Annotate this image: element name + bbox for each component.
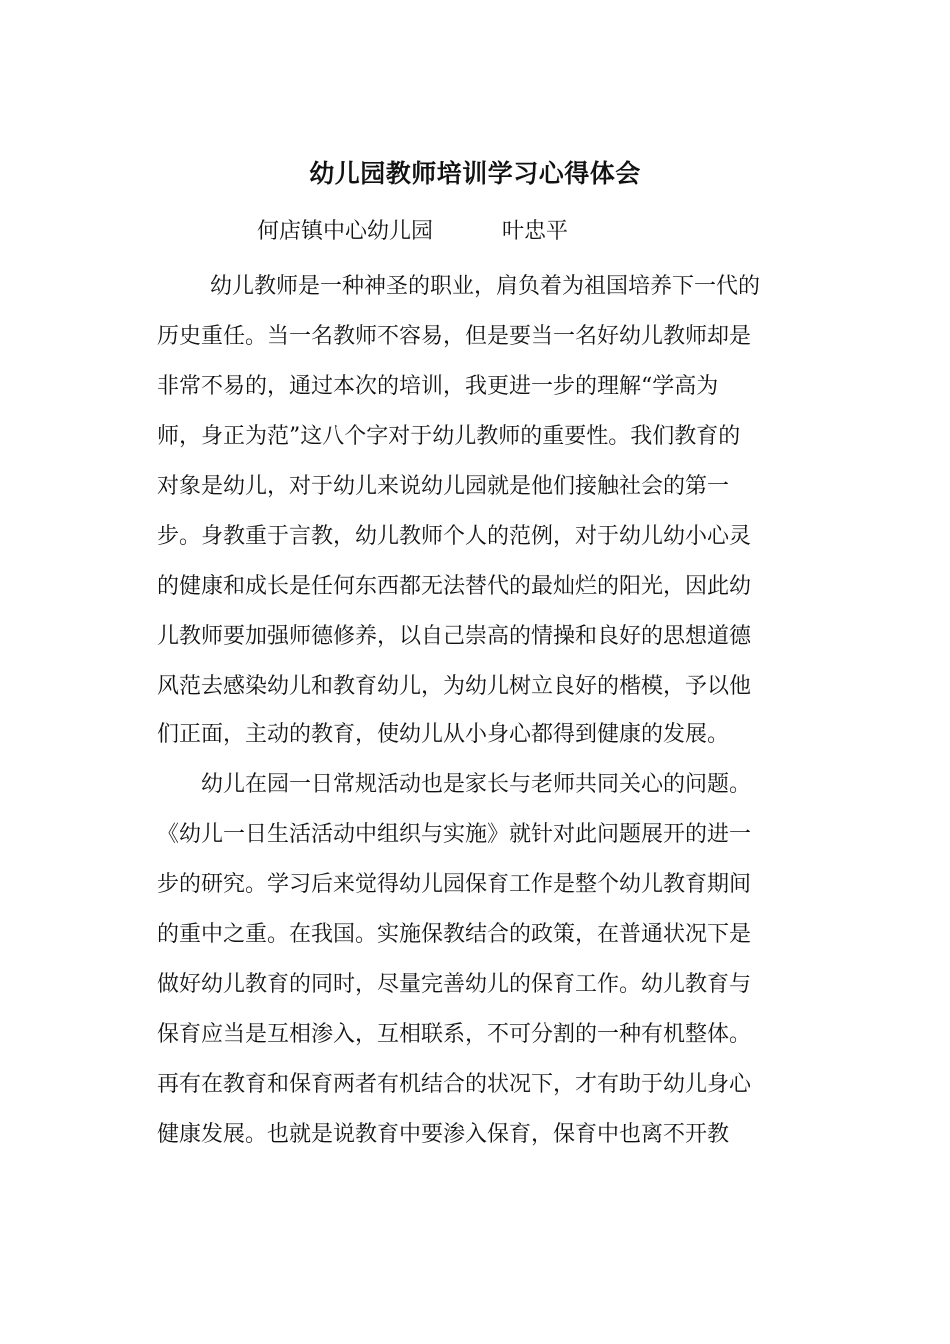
- body-line: 健康发展。也就是说教育中要渗入保育，保育中也离不开教: [157, 1122, 730, 1147]
- body-line: 的健康和成长是任何东西都无法替代的最灿烂的阳光，因此幼: [157, 574, 752, 599]
- body-line: 历史重任。当一名教师不容易，但是要当一名好幼儿教师却是: [157, 324, 752, 349]
- body-line: 步的研究。学习后来觉得幼儿园保育工作是整个幼儿教育期间: [157, 872, 752, 897]
- body-line: 步。身教重于言教，幼儿教师个人的范例，对于幼儿幼小心灵: [157, 524, 752, 549]
- body-line: 非常不易的，通过本次的培训，我更进一步的理解“学高为: [157, 374, 719, 399]
- body-line: 幼儿教师是一种神圣的职业，肩负着为祖国培养下一代的: [210, 274, 761, 299]
- body-line: 《幼儿一日生活活动中组织与实施》就针对此问题展开的进一: [157, 822, 752, 847]
- body-line: 保育应当是互相渗入，互相联系，不可分割的一种有机整体。: [157, 1022, 752, 1047]
- body-line: 师，身正为范”这八个字对于幼儿教师的重要性。我们教育的: [157, 424, 741, 449]
- document-title: 幼儿园教师培训学习心得体会: [309, 159, 641, 188]
- body-line: 的重中之重。在我国。实施保教结合的政策，在普通状况下是: [157, 922, 752, 947]
- body-line: 做好幼儿教育的同时，尽量完善幼儿的保育工作。幼儿教育与: [157, 972, 752, 997]
- author-organization: 何店镇中心幼儿园: [257, 219, 434, 244]
- body-line: 幼儿在园一日常规活动也是家长与老师共同关心的问题。: [201, 772, 752, 797]
- body-line: 们正面，主动的教育，使幼儿从小身心都得到健康的发展。: [157, 722, 730, 747]
- body-line: 风范去感染幼儿和教育幼儿，为幼儿树立良好的楷模，予以他: [157, 674, 752, 699]
- body-line: 儿教师要加强师德修养，以自己崇高的情操和良好的思想道德: [157, 624, 752, 649]
- body-line: 对象是幼儿，对于幼儿来说幼儿园就是他们接触社会的第一: [157, 474, 730, 499]
- author-name: 叶忠平: [502, 219, 569, 244]
- body-line: 再有在教育和保育两者有机结合的状况下，才有助于幼儿身心: [157, 1072, 752, 1097]
